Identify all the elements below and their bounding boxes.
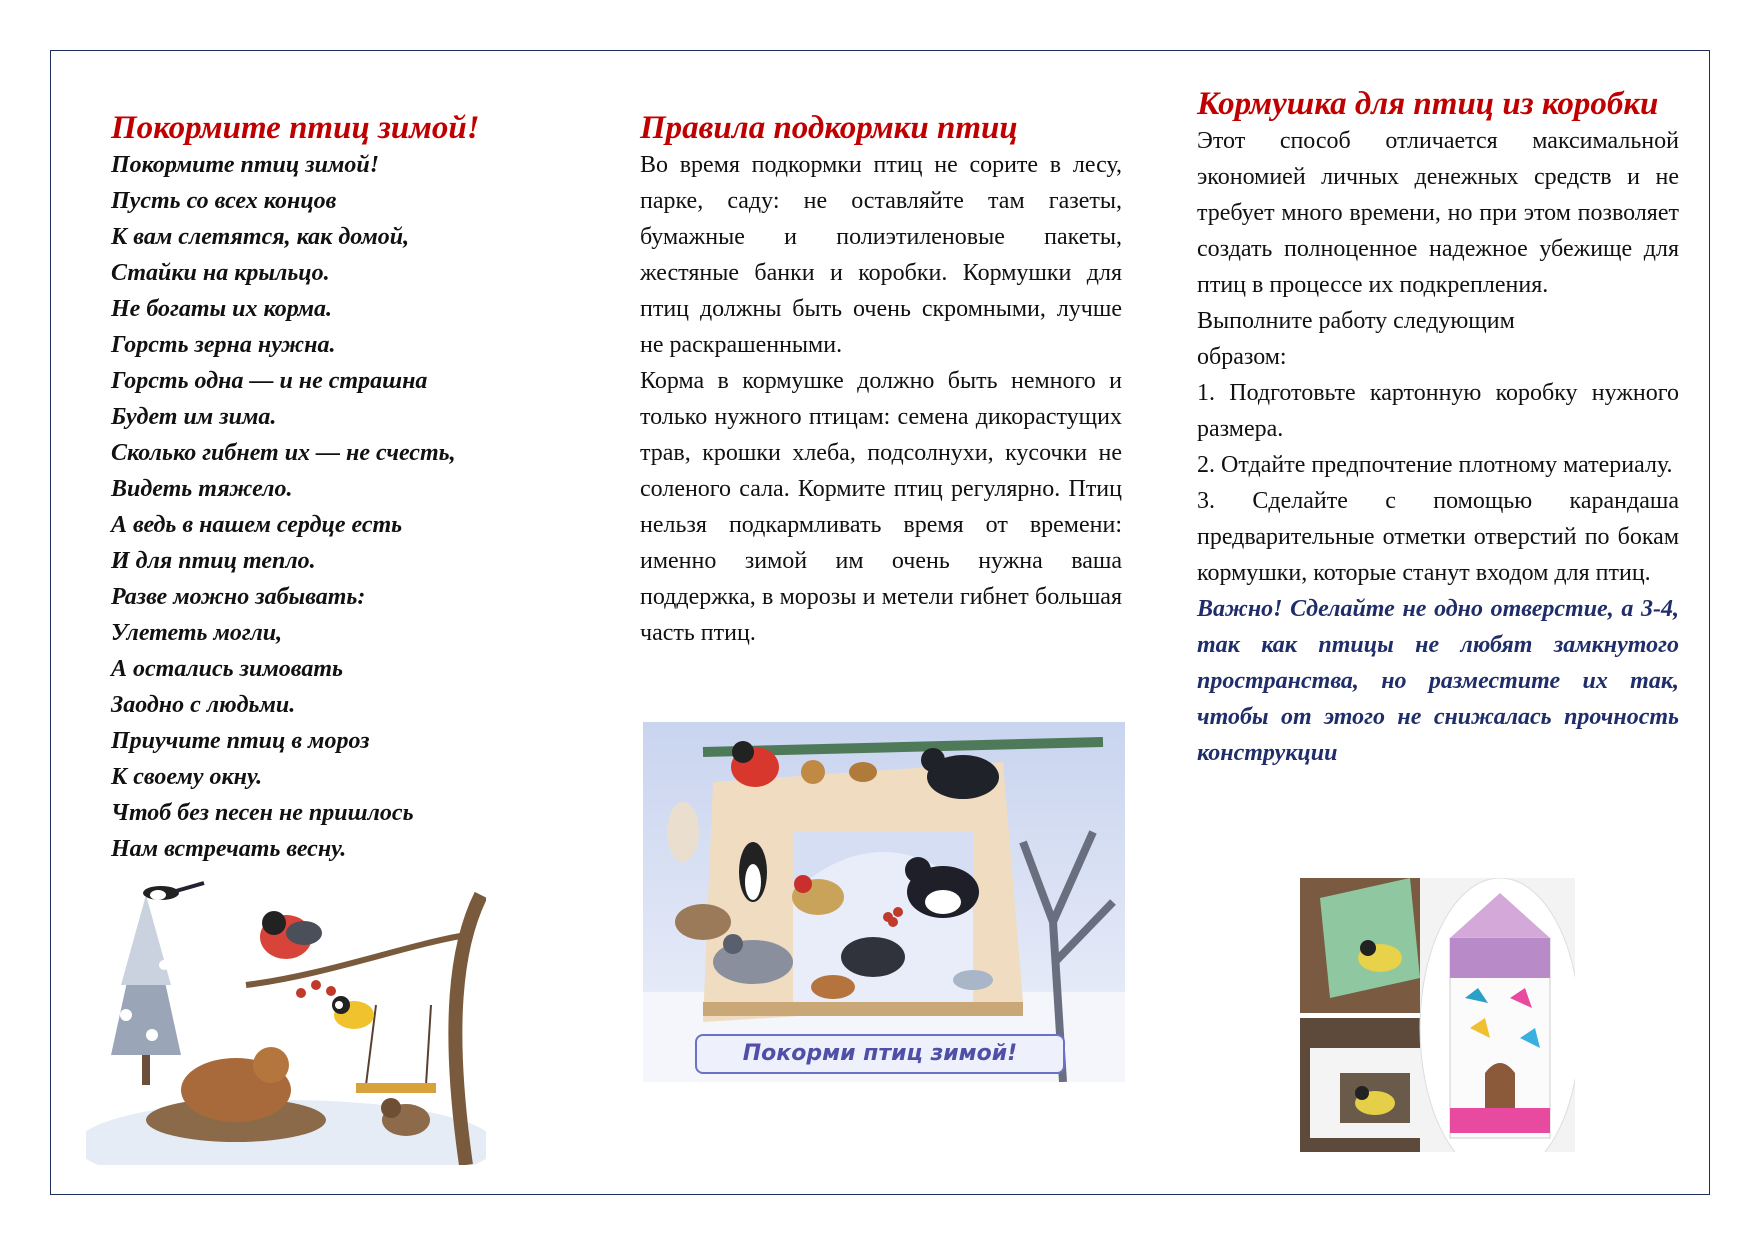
poem-line: Покормите птиц зимой! — [111, 152, 380, 178]
poem-line: Стайки на крыльцо. — [111, 260, 330, 286]
poem-line: Улететь могли, — [111, 620, 283, 646]
middle-title: Правила подкормки птиц — [640, 110, 1018, 146]
step-item: 1. Подготовьте картонную коробку нужного размера. — [1197, 380, 1679, 442]
step-item: 3. Сделайте с помощью карандаша предварительные отметки отверстий по бокам кормушки, которые станут входом для птиц. — [1197, 488, 1679, 586]
poem-line: И для птиц тепло. — [111, 548, 316, 574]
right-column — [1197, 85, 1679, 771]
left-column — [111, 109, 531, 867]
poem-line: А ведь в нашем сердце есть — [111, 512, 403, 538]
winter-birds-image — [86, 865, 486, 1165]
poem-line: Видеть тяжело. — [111, 476, 293, 502]
poem-line: Сколько гибнет их — не счесть, — [111, 440, 456, 466]
bird-feeder-image — [643, 722, 1125, 1082]
poem-line: Горсть одна — и не страшна — [111, 368, 428, 394]
intro-paragraph: Этот способ отличается максимальной экономией личных денежных средств и не требует много времени, но при этом позволяет создать полноценное надежное убежище для птиц в процессе их подкрепления. — [1197, 128, 1679, 298]
step-item: 2. Отдайте предпочтение плотному материалу. — [1197, 452, 1673, 478]
rules-paragraph: Во время подкормки птиц не сорите в лесу, парке, саду: не оставляйте там газеты, бумажные и полиэтиленовые пакеты, жестяные банки и коробки. Кормушки для птиц должны быть очень скромными, лучше не раскрашенными. — [640, 152, 1122, 358]
poem-line: Не богаты их корма. — [111, 296, 333, 322]
poem-line: Пусть со всех концов — [111, 188, 337, 214]
poem-line: Нам встречать весну. — [111, 836, 347, 862]
feed-birds-banner: Покорми птиц зимой! — [695, 1034, 1065, 1074]
carton-feeder-image — [1300, 878, 1575, 1152]
middle-column — [640, 109, 1122, 651]
poem-line: А остались зимовать — [111, 656, 343, 682]
left-title: Покормите птиц зимой! — [111, 110, 480, 146]
poem-line: Будет им зима. — [111, 404, 277, 430]
poem-line: Приучите птиц в мороз — [111, 728, 370, 754]
rules-paragraph: Корма в кормушке должно быть немного и только нужного птицам: семена дикорастущих трав, крошки хлеба, подсолнухи, кусочки не соленого сала. Кормите птиц регулярно. Птиц нельзя подкармливать время от времени: именно зимой им очень нужна ваша поддержка, в морозы и метели гибнет большая часть птиц. — [640, 368, 1122, 646]
poem-line: Разве можно забывать: — [111, 584, 366, 610]
poem — [111, 147, 531, 867]
poem-line: К вам слетятся, как домой, — [111, 224, 410, 250]
important-note: Важно! Сделайте не одно отверстие, а 3-4, так как птицы не любят замкнутого пространства, но разместите их так, чтобы от этого не снижалась прочность конструкции — [1197, 596, 1679, 766]
poem-line: Чтоб без песен не пришлось — [111, 800, 414, 826]
right-title: Кормушка для птиц из коробки — [1197, 86, 1659, 122]
instructions-lead: Выполните работу следующим образом: — [1197, 308, 1515, 370]
poem-line: К своему окну. — [111, 764, 263, 790]
poem-line: Горсть зерна нужна. — [111, 332, 336, 358]
poem-line: Заодно с людьми. — [111, 692, 296, 718]
